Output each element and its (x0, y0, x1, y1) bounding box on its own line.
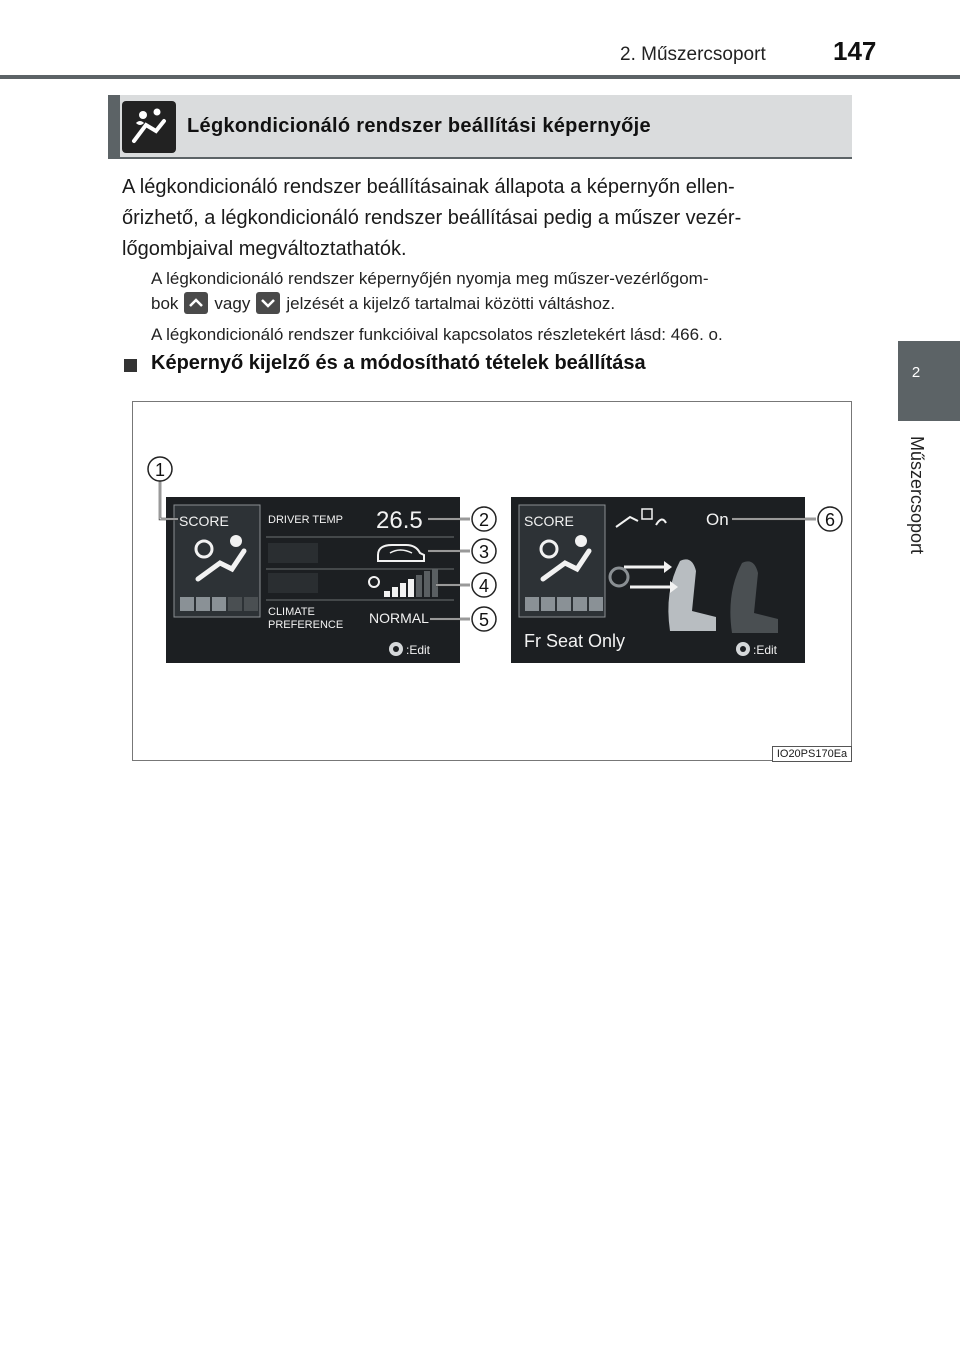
climate-value: NORMAL (369, 610, 429, 626)
note-switch-screens (151, 266, 851, 316)
svg-text:6: 6 (824, 510, 836, 530)
callout-1 (148, 457, 172, 481)
chevron-up-icon (184, 292, 208, 314)
score-bar (525, 597, 603, 611)
subheading: Képernyő kijelző és a módosítható tételek beállítása (151, 352, 646, 374)
status-value: On (706, 510, 729, 529)
edit-label: :Edit (406, 643, 431, 657)
intro-line: lőgombjaival megváltoztathatók. (122, 238, 407, 260)
svg-text:1: 1 (154, 460, 166, 480)
score-bar (180, 597, 258, 611)
bullet-square-icon (124, 359, 137, 372)
section-title: Légkondicionáló rendszer beállítási képernyője (187, 115, 651, 137)
callout-5 (472, 607, 496, 631)
callout-3 (472, 539, 496, 563)
note-line: A légkondicionáló rendszer funkcióival kapcsolatos részletekért lásd: 466. o. (151, 325, 723, 344)
header-rule (0, 75, 960, 79)
chevron-down-icon (256, 292, 280, 314)
note-reference (151, 322, 851, 347)
score-label: SCORE (179, 513, 229, 529)
chapter-tab-number: 2 (911, 364, 921, 381)
intro-line: A légkondicionáló rendszer beállításainak állapota a képernyőn ellen- (122, 176, 735, 198)
climate-label-2: PREFERENCE (268, 619, 344, 631)
figure-id-label: IO20PS170Ea (772, 746, 852, 762)
climate-label-1: CLIMATE (268, 606, 315, 618)
edit-label: :Edit (753, 643, 778, 657)
note-text: jelzését a kijelző tartalmai közötti váltáshoz. (286, 294, 616, 313)
air-conditioner-icon (122, 101, 176, 153)
callout-2 (472, 507, 496, 531)
driver-temp-value: 26.5 (376, 507, 423, 534)
svg-text:2: 2 (478, 510, 490, 530)
driver-temp-label: DRIVER TEMP (268, 514, 343, 526)
note-text: bok (151, 294, 179, 313)
callout-4 (472, 573, 496, 597)
svg-text:4: 4 (478, 576, 490, 596)
svg-text:5: 5 (478, 610, 490, 630)
chapter-tab (898, 341, 960, 421)
right-screen (511, 497, 805, 663)
chapter-tab-label: Műszercsoport (907, 436, 927, 555)
svg-text:3: 3 (478, 542, 490, 562)
note-text: vagy (214, 294, 251, 313)
callout-6 (818, 507, 842, 531)
left-screen (166, 497, 460, 663)
running-header-section: 2. Műszercsoport (620, 44, 766, 65)
note-line: A légkondicionáló rendszer képernyőjén nyomja meg műszer-vezérlőgom- (151, 269, 709, 288)
figure-illustration (132, 401, 852, 761)
page-number: 147 (833, 36, 877, 66)
intro-line: őrizhető, a légkondicionáló rendszer beállításai pedig a műszer vezér- (122, 207, 742, 229)
intro-paragraph (122, 172, 856, 265)
seat-mode-label: Fr Seat Only (524, 631, 626, 651)
score-label: SCORE (524, 513, 574, 529)
